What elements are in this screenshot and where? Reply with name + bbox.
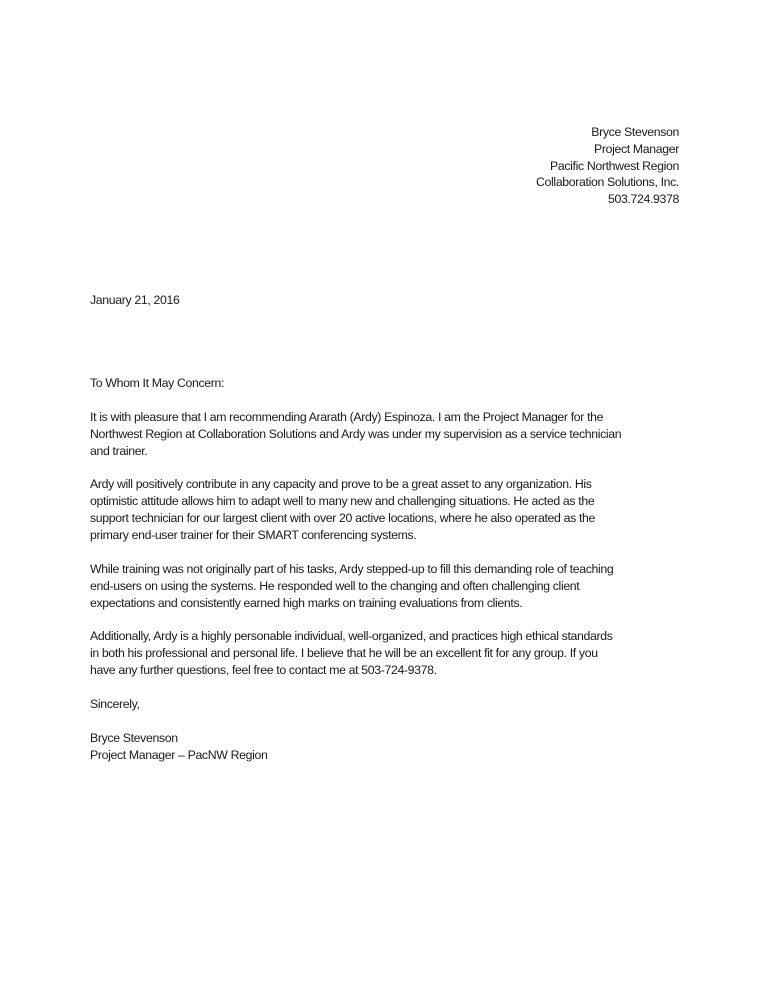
- paragraph-line: Additionally, Ardy is a highly personable individual, well-organized, and practices high ethical standards: [90, 629, 613, 643]
- closing: Sincerely,: [90, 697, 140, 711]
- sender-name: Bryce Stevenson: [591, 125, 679, 139]
- paragraph-line: It is with pleasure that I am recommending Ararath (Ardy) Espinoza. I am the Project Manager for the: [90, 410, 604, 424]
- signature-name: Bryce Stevenson: [90, 731, 178, 745]
- letter-date: January 21, 2016: [90, 293, 180, 307]
- sender-region: Pacific Northwest Region: [550, 159, 679, 173]
- sender-company: Collaboration Solutions, Inc.: [536, 175, 679, 189]
- paragraph-line: expectations and consistently earned high marks on training evaluations from clients.: [90, 596, 523, 610]
- paragraph-line: end-users on using the systems. He responded well to the changing and often challenging client: [90, 579, 580, 593]
- sender-title: Project Manager: [594, 142, 679, 156]
- paragraph-line: in both his professional and personal life. I believe that he will be an excellent fit for any group. If you: [90, 646, 598, 660]
- signature-title: Project Manager – PacNW Region: [90, 748, 268, 762]
- salutation: To Whom It May Concern:: [90, 376, 225, 390]
- paragraph-line: While training was not originally part of his tasks, Ardy stepped-up to fill this demanding role of teaching: [90, 562, 614, 576]
- paragraph-line: optimistic attitude allows him to adapt well to many new and challenging situations. He acted as the: [90, 494, 595, 508]
- paragraph-line: Northwest Region at Collaboration Solutions and Ardy was under my supervision as a service technician: [90, 427, 622, 441]
- paragraph-line: and trainer.: [90, 444, 148, 458]
- paragraph-line: Ardy will positively contribute in any capacity and prove to be a great asset to any organization. His: [90, 477, 592, 491]
- paragraph-line: have any further questions, feel free to contact me at 503-724-9378.: [90, 663, 437, 677]
- sender-phone: 503.724.9378: [607, 192, 679, 206]
- paragraph-line: primary end-user trainer for their SMART conferencing systems.: [90, 528, 417, 542]
- paragraph-line: support technician for our largest client with over 20 active locations, where he also operated as the: [90, 511, 595, 525]
